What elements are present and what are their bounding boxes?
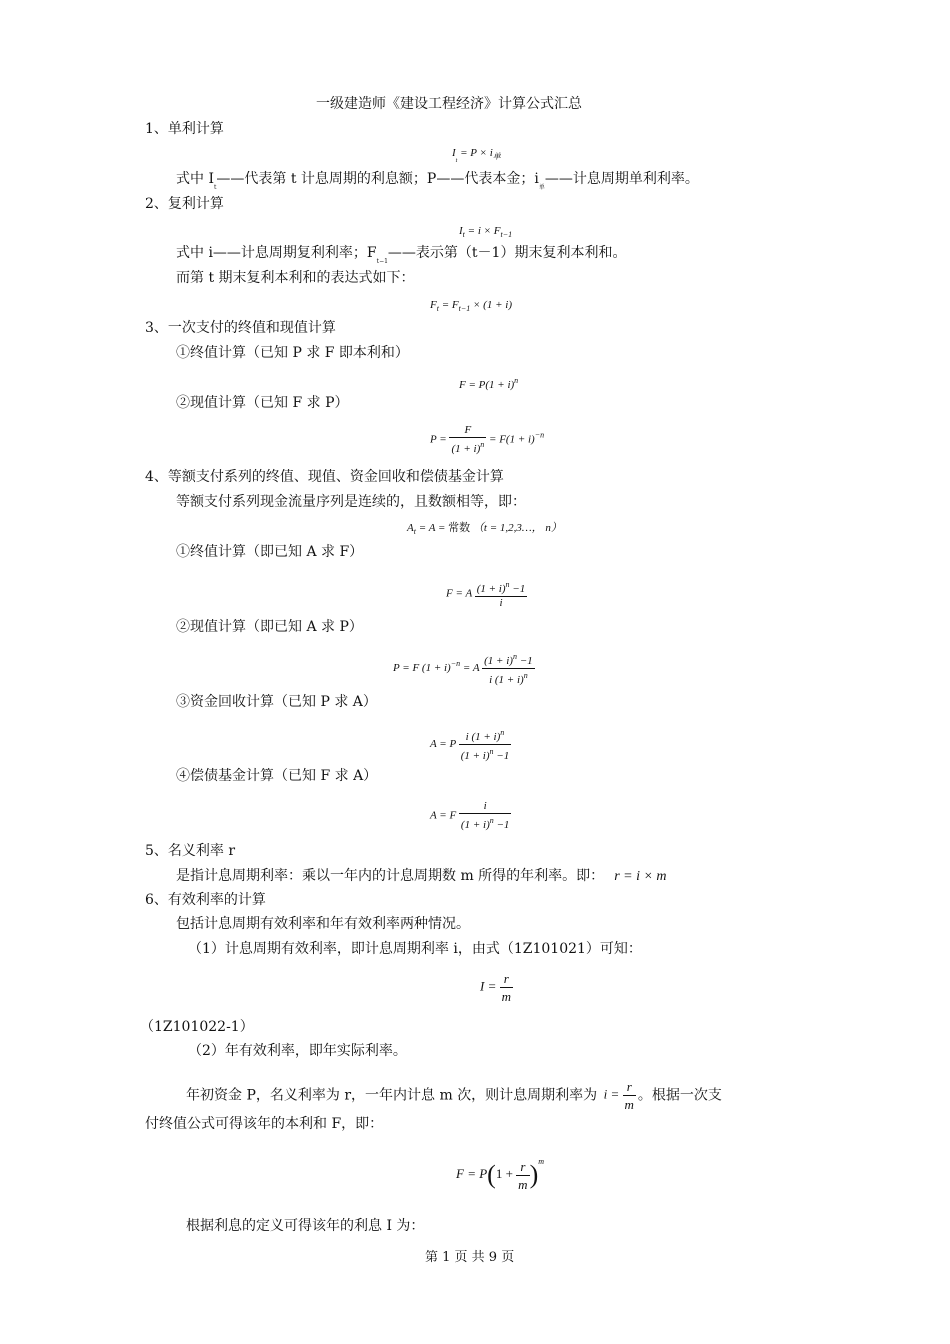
- section-6-intro: 包括计息周期有效利率和年有效利率两种情况。: [176, 916, 470, 932]
- section-3-sub-2: ②现值计算（已知 F 求 P）: [176, 395, 349, 411]
- section-3-sub-1: ①终值计算（已知 P 求 F 即本利和）: [176, 345, 409, 361]
- section-6-paragraph-1: （1）计息周期有效利率，即计息周期利率 i，由式（1Z101021）可知：: [188, 941, 642, 957]
- page-footer: 第 1 页 共 9 页: [425, 1250, 515, 1265]
- section-6-heading: 6、有效利率的计算: [145, 892, 266, 908]
- formula-annual-sum: F = P(1 + $\frac{r}{m}$ )$^m$: [456, 1157, 545, 1192]
- section-5-text: 是指计息周期利率：乘以一年内的计息周期数 m 所得的年利率。即： r = i × m: [176, 868, 667, 884]
- formula-annuity-constant: $A_t = A$ = 常数 （t = 1,2,3…， n）: [407, 522, 562, 536]
- formula-compound-sum: $F_t = F_{t-1} \times (1 + i)$: [430, 299, 512, 313]
- formula-present-value: P = $\frac{F}{(1 + i)^n}$ = $F(1 + i)^{-n}$: [430, 424, 545, 455]
- formula-period-rate: I = $\frac{r}{m}$: [480, 971, 511, 1004]
- equation-number: （1Z101022-1）: [140, 1019, 254, 1035]
- section-2-definition: 式中 i——计息周期复利利率；$F_{t-1}——$表示第（t－1）期末复利本利和。: [176, 245, 627, 265]
- section-4-sub-4: ④偿债基金计算（已知 F 求 A）: [176, 768, 378, 784]
- section-4-sub-3: ③资金回收计算（已知 P 求 A）: [176, 694, 377, 710]
- formula-annuity-future-value: F = A $\frac{(1 + i)^n -1}{i}$: [446, 580, 526, 609]
- section-6-paragraph-4: 根据利息的定义可得该年的利息 I 为：: [186, 1218, 425, 1234]
- formula-compound-interest: $I_t = i \times F_{t-1}$: [459, 225, 513, 239]
- formula-future-value: $F = P(1 + i)^n$: [459, 376, 519, 391]
- section-2-heading: 2、复利计算: [145, 196, 224, 212]
- formula-nominal-rate: r = i × m: [614, 869, 667, 884]
- section-4-intro: 等额支付系列现金流量序列是连续的，且数额相等，即：: [176, 494, 526, 510]
- section-3-heading: 3、一次支付的终值和现值计算: [145, 320, 336, 336]
- formula-sinking-fund: A = F $\frac{i}{(1 + i)^n -1}$: [430, 800, 510, 831]
- section-1-heading: 1、单利计算: [145, 121, 224, 137]
- formula-period-rate-inline: i = $\frac{r}{m}$: [603, 1079, 634, 1112]
- section-5-heading: 5、名义利率 r: [145, 843, 236, 859]
- section-6-paragraph-2: （2）年有效利率，即年实际利率。: [188, 1043, 407, 1059]
- section-6-paragraph-3-cont: 付终值公式可得该年的本利和 F，即：: [145, 1116, 384, 1132]
- section-4-sub-1: ①终值计算（即已知 A 求 F）: [176, 544, 364, 560]
- section-1-definition: 式中 $I_t——$代表第 t 计息周期的利息额；P——代表本金；$i_单——$计息周期单利利率。: [176, 171, 699, 191]
- section-2-text: 而第 t 期末复利本利和的表达式如下：: [176, 270, 415, 286]
- document-title: 一级建造师《建设工程经济》计算公式汇总: [316, 96, 582, 112]
- section-4-sub-2: ②现值计算（即已知 A 求 P）: [176, 619, 363, 635]
- formula-annuity-present-value: P = F $(1 + i)^{-n} = A$ $\frac{(1 + i)^n -1}{i (1 + i)^n}$: [393, 652, 533, 686]
- section-6-paragraph-3: 年初资金 P，名义利率为 r，一年内计息 m 次，则计息周期利率为 i = $\frac{r}{m}$ 。根据一次支: [186, 1079, 722, 1112]
- formula-simple-interest: $I_t = P \times i_单$: [452, 147, 501, 164]
- section-4-heading: 4、等额支付系列的终值、现值、资金回收和偿债基金计算: [145, 469, 504, 485]
- formula-capital-recovery: A = P $\frac{i (1 + i)^n}{(1 + i)^n -1}$: [430, 728, 510, 762]
